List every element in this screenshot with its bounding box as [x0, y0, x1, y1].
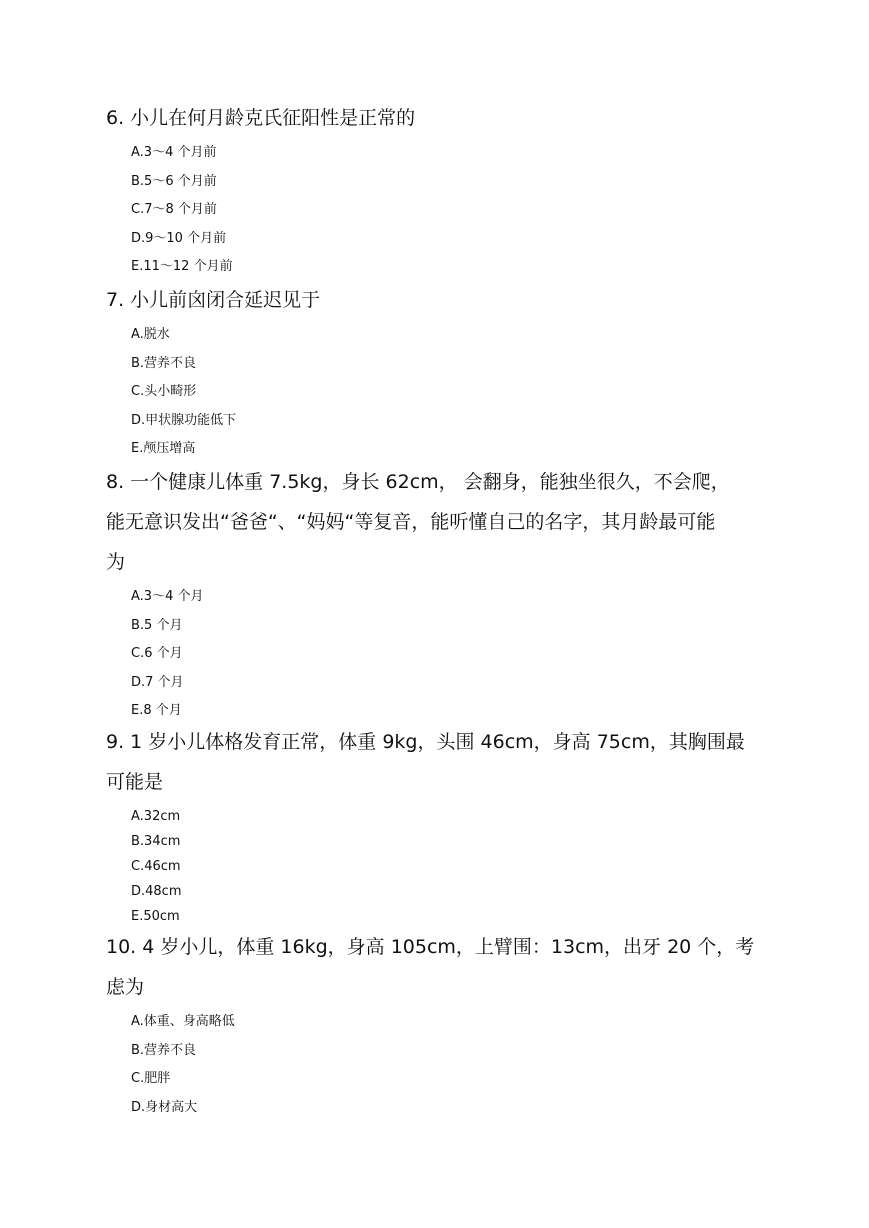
option-a: A.脱水 — [131, 327, 170, 342]
option-b: B.营养不良 — [131, 355, 197, 371]
option-d: D.48cm — [131, 884, 182, 899]
question-10 — [106, 927, 766, 1122]
option-b: B.5～6 个月前 — [131, 173, 217, 189]
question-title-line: 8. 一个健康儿体重 7.5kg，身长 62cm， 会翻身，能独坐很久，不会爬， — [106, 471, 730, 493]
question-9 — [106, 722, 766, 929]
option-e: E.11～12 个月前 — [131, 259, 233, 274]
option-a: A.3～4 个月 — [131, 589, 204, 604]
question-title-line: 虑为 — [106, 976, 145, 998]
question-8-options — [106, 583, 766, 726]
option-a: A.32cm — [131, 809, 181, 824]
question-6 — [106, 98, 766, 282]
question-7-options — [106, 321, 766, 464]
question-9-title — [106, 722, 766, 802]
question-10-options — [106, 1008, 766, 1122]
option-d: D.身材高大 — [131, 1099, 198, 1115]
question-10-title — [106, 927, 766, 1007]
option-c: C.6 个月 — [131, 646, 183, 661]
question-title-line: 10. 4 岁小儿，体重 16kg，身高 105cm，上臂围：13cm，出牙 20 个，考 — [106, 936, 755, 958]
option-e: E.50cm — [131, 909, 180, 924]
option-e: E.颅压增高 — [131, 441, 196, 456]
question-title-line: 6. 小儿在何月龄克氏征阳性是正常的 — [106, 107, 416, 129]
question-title-line: 7. 小儿前囟闭合延迟见于 — [106, 289, 321, 311]
option-d: D.甲状腺功能低下 — [131, 412, 237, 428]
option-c: C.肥胖 — [131, 1071, 171, 1086]
question-6-options — [106, 139, 766, 282]
option-c: C.头小畸形 — [131, 384, 197, 399]
option-e: E.8 个月 — [131, 703, 182, 718]
question-6-title — [106, 98, 766, 138]
question-title-line: 9. 1 岁小儿体格发育正常，体重 9kg，头围 46cm，身高 75cm，其胸围最 — [106, 731, 745, 753]
option-c: C.7～8 个月前 — [131, 202, 217, 217]
option-d: D.9～10 个月前 — [131, 230, 227, 246]
question-7 — [106, 280, 766, 464]
option-b: B.营养不良 — [131, 1042, 197, 1058]
question-title-line: 能无意识发出“爸爸“、“妈妈“等复音，能听懂自己的名字，其月龄最可能 — [106, 511, 716, 533]
question-9-options — [106, 804, 766, 929]
question-7-title — [106, 280, 766, 320]
option-a: A.3～4 个月前 — [131, 145, 217, 160]
option-b: B.34cm — [131, 834, 181, 849]
option-d: D.7 个月 — [131, 674, 184, 690]
question-title-line: 为 — [106, 551, 126, 573]
option-c: C.46cm — [131, 859, 181, 874]
option-b: B.5 个月 — [131, 617, 183, 633]
question-title-line: 可能是 — [106, 771, 164, 793]
question-8-title — [106, 462, 766, 582]
question-8 — [106, 462, 766, 726]
option-a: A.体重、身高略低 — [131, 1014, 235, 1029]
